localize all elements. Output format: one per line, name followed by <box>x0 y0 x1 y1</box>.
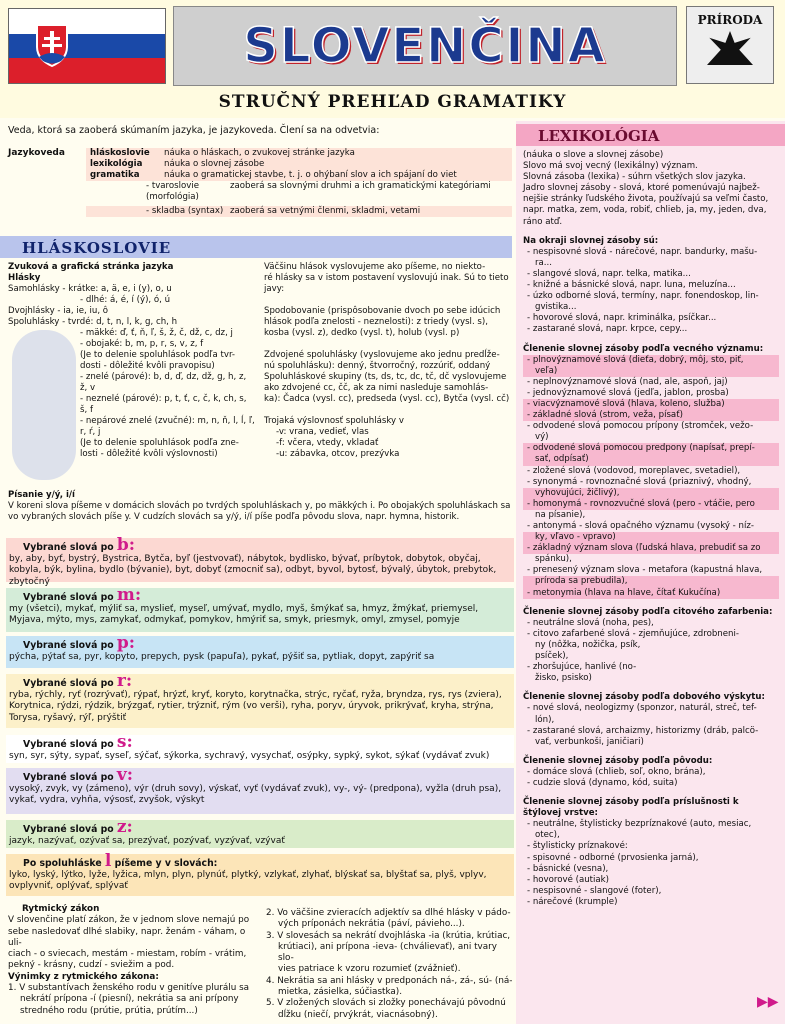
text-line: nekrátí prípona -í (piesní), nekrátia sa ani prípony <box>20 994 239 1005</box>
list-item: - odvodené slová pomocou predpony (napísať, prepí- <box>523 443 779 454</box>
section-title <box>9 851 511 871</box>
list-item: - slangové slová, napr. telka, matika... <box>527 268 691 279</box>
definition: náuka o slovnej zásobe <box>164 159 265 169</box>
text-line: nejšie stránky ľudského života, používajú sa veľmi často, <box>523 194 769 205</box>
text-line: Slovo má svoj vecný (lexikálny) význam. <box>523 161 698 172</box>
text-line: 1. V substantívach ženského rodu v genitíve plurálu sa <box>8 983 250 994</box>
text-line: Trojaká výslovnosť spoluhlásky v <box>264 416 404 426</box>
term: - tvaroslovie (morfológia) <box>146 181 200 202</box>
text-line: javy: <box>264 284 285 294</box>
text-line: V slovenčine platí zákon, že v jednom slove nemajú po <box>8 915 250 926</box>
section-label: Vybrané slová po <box>23 824 117 835</box>
text-line: Hlásky <box>8 273 41 283</box>
text-line: ž, v <box>80 383 96 393</box>
list-item: - hovorové (autiak) <box>527 874 610 885</box>
sunburst-icon <box>707 31 753 65</box>
list-item: vý) <box>535 432 549 443</box>
text-line: - neznelé (párové): p, t, ť, c, č, k, ch, s, <box>80 394 247 404</box>
text-line <box>264 339 514 350</box>
slovak-flag <box>8 8 166 84</box>
text-line: hlások podľa znelosti - neznelosti): z triedy (vysl. s), <box>264 317 488 327</box>
section-title <box>9 765 511 785</box>
section-title <box>9 585 511 605</box>
list-item: veľa) <box>523 366 779 377</box>
list-item: - synonymá - rovnoznačné slová (priaznivý, vhodný, <box>527 476 752 487</box>
jazykoveda-label: Jazykoveda <box>8 148 65 158</box>
pisanie-title: Písanie y/ý, i/í <box>8 490 76 500</box>
section-title <box>9 671 511 691</box>
list-item: lón), <box>535 714 555 725</box>
text-line: ciach - o sviecach, mestám - miestam, robím - vrátim, <box>8 949 247 960</box>
text-line: - dlhé: á, é, í (ý), ó, ú <box>80 295 171 305</box>
list-item: - jednovýznamové slová (jedľa, jablon, prosba) <box>527 387 729 398</box>
definition: náuka o gramatickej stavbe, t. j. o ohýbaní slov a ich spájaní do viet <box>164 170 457 180</box>
list-item: - homonymá - rovnozvučné slová (pero - vtáčie, pero <box>523 499 779 510</box>
vynimky-title: Výnimky z rytmického zákona: <box>8 971 159 982</box>
section-words: ryba, rýchly, ryť (rozrývať), rýpať, hrýzť, kryť, koryto, korytnačka, strýc, ryčať, ryža, bryndza, rys, rys (zviera), Korytnica, rýdzi, rýdzik, brýzgať, rytier, trýzniť, rým (vo verši), ryha, poryv, úryvok, prikrývať, kryha, strýna, Torysa, ryšavý, rýľ, prýštiť <box>9 689 502 723</box>
rytmicky-zakon <box>8 904 260 1017</box>
list-item: - zastarané slová, archaizmy, historizmy (dráb, palcö- <box>527 725 759 736</box>
list-item: - citovo zafarbené slová - zjemňujúce, zdrobneni- <box>527 628 739 639</box>
list-item: - nespisovné slová - nárečové, napr. bandurky, mašu- <box>527 246 758 257</box>
term: lexikológia <box>90 159 143 169</box>
list-item: žisko, psisko) <box>535 673 592 684</box>
text-line: dosti - dôležité kvôli pravopisu) <box>80 361 215 371</box>
hlaskoslovie-heading: HLÁSKOSLOVIE <box>0 236 512 258</box>
list-item: - cudzie slová (dynamo, kód, suita) <box>527 777 678 788</box>
jazykoveda-table <box>86 148 512 217</box>
section-title <box>9 817 511 837</box>
pisanie-text: V koreni slova píšeme v domácich slovách po tvrdých spoluhláskach y, po mäkkých i. Po obojakých spoluhláskach sa vo vybraných slovách píše y. V cudzích slovách sa y/ý, i/í píše podľa pôvodu slova, napr. hymna, historik. <box>8 501 511 522</box>
section-label-2: píšeme y v slovách: <box>111 858 218 869</box>
block-heading: Na okraji slovnej zásoby sú: <box>523 235 659 246</box>
text-line: -v: vrana, vedieť, vlas <box>276 427 369 437</box>
coat-of-arms-icon <box>35 23 69 67</box>
list-item: vyhovujúci, žičlivý), <box>523 488 779 499</box>
text-line: 2. Vo väčšine zvieracích adjektív sa dlhé hlásky v pádo- <box>266 908 511 918</box>
vybrane-section <box>6 633 514 668</box>
lexikologia-content <box>523 150 779 908</box>
block-heading: Členenie slovnej zásoby podľa dobového výskytu: <box>523 692 765 703</box>
text-line: kosba (vysl. z), dedko (vysl. t), holub (vysl. p) <box>264 328 460 338</box>
list-item: ny (nôžka, nožička, psík, <box>535 639 641 650</box>
vynimky-list <box>8 983 260 1017</box>
section-label: Vybrané slová po <box>23 640 117 651</box>
text-line: - nepárové znelé (zvučné): m, n, ň, l, ĺ, ľ, <box>80 416 255 426</box>
list-item: - základný význam slova (ľudská hlava, prebudiť sa zo <box>523 543 779 554</box>
section-title <box>9 535 511 555</box>
table-row <box>86 159 512 170</box>
text-line: (Je to delenie spoluhlások podľa zne- <box>80 438 239 448</box>
section-title <box>9 633 511 653</box>
list-item: vať, verbunkoši, janičiari) <box>535 736 644 747</box>
section-words: vysoký, zvyk, vy (zámeno), výr (druh sovy), výskať, vyť (vydávať zvuk), vy-, vý- (predpona), vyžla (druh psa), vykať, vydra, vyhňa, výsosť, zvyšok, výskyt <box>9 783 502 806</box>
list-item: sať, odpísať) <box>523 454 779 465</box>
list-item: - odvodené slová pomocou prípony (stromček, vežo- <box>527 421 754 432</box>
subtitle: STRUČNÝ PREHĽAD GRAMATIKY <box>218 92 567 112</box>
text-line: Samohlásky - krátke: a, ä, e, i (y), o, u <box>8 284 172 294</box>
publisher-logo <box>686 6 774 84</box>
text-line: Slovná zásoba (lexika) - súhrn všetkých slov jazyka. <box>523 172 746 183</box>
next-page-arrow-icon[interactable]: ▶▶ <box>757 994 779 1010</box>
section-words: syn, syr, sýty, sypať, syseľ, sýčať, sýkorka, sychravý, vysychať, osýpky, sypký, sykot, sýkať (vydávať zvuk) <box>9 750 490 761</box>
page-title: SLOVENČINA <box>243 18 607 74</box>
section-label: Vybrané slová po <box>23 772 117 783</box>
list-item: príroda sa prebudila), <box>523 576 779 587</box>
text-line: stredného rodu (prútie, prútia, prútím...) <box>20 1005 198 1016</box>
list-item: - základné slová (strom, veža, písať) <box>523 410 779 421</box>
title-banner <box>173 6 677 86</box>
section-letter: v: <box>116 765 134 785</box>
text-line: -u: zábavka, otcov, prezývka <box>276 449 400 459</box>
text-line: 3. V slovesách sa nekrátí dvojhláska -ia (krútia, krútiac, <box>266 930 511 941</box>
text-line: Spoluhlásky - tvrdé: d, t, n, l, k, g, ch, h <box>8 317 178 327</box>
text-line: Zvuková a grafická stránka jazyka <box>8 262 174 272</box>
text-line: r, ŕ, j <box>80 427 101 437</box>
list-item: - úzko odborné slová, termíny, napr. fonendoskop, lin- <box>527 291 759 302</box>
text-line: š, f <box>80 405 93 415</box>
text-line: ráno atď. <box>523 216 563 227</box>
table-row <box>86 148 512 159</box>
text-line: Zdvojené spoluhlásky (vyslovujeme ako jednu predĺže- <box>264 350 500 360</box>
section-label: Vybrané slová po <box>23 542 117 553</box>
vynimky-continued <box>266 908 514 1021</box>
text-line: napr. matka, zem, voda, robiť, chlieb, ja, my, jeden, dva, <box>523 205 767 216</box>
text-line: Dvojhlásky - ia, ie, iu, ô <box>8 306 109 316</box>
text-line: (Je to delenie spoluhlások podľa tvr- <box>80 350 236 360</box>
hlaskoslovie-right <box>264 262 514 460</box>
section-words: lyko, lyský, lýtko, lyže, lyžica, mlyn, plyn, plynúť, plytký, vzlykať, zlyhať, blýskať sa, blyštať sa, plyš, vplyv, ovplyvniť, oplývať, splývať <box>9 869 487 892</box>
list-item: - hovorové slová, napr. kriminálka, psíčkar... <box>527 313 717 324</box>
list-item: - prenesený význam slova - metafora (kapustná hlava, <box>527 565 763 576</box>
vybrane-section <box>6 585 514 632</box>
list-item: - neutrálne, štylisticky bezpríznakové (auto, mesiac, <box>527 819 752 830</box>
table-row <box>86 170 512 181</box>
list-item: - domáce slová (chlieb, soľ, okno, brána), <box>527 766 706 777</box>
text-line: ako zdvojené cc, čč, ak za nimi nasleduje samohlás- <box>264 383 489 393</box>
list-item: otec), <box>535 830 560 841</box>
block-heading: Členenie slovnej zásoby podľa citového zafarbenia: <box>523 606 773 617</box>
section-label: Po spoluhláske <box>23 858 105 869</box>
text-line: ré hlásky sa v istom postavení vyslovujú inak. Sú to tieto <box>264 273 509 283</box>
text-line: mietka, zásielka, súčiastka). <box>278 987 403 998</box>
lexikologia-heading: LEXIKOLÓGIA <box>516 124 785 146</box>
list-item: gvistika... <box>535 302 577 313</box>
text-line: Spodobovanie (prispôsobovanie dvoch po sebe idúcich <box>264 306 501 316</box>
section-label: Vybrané slová po <box>23 592 117 603</box>
section-label: Vybrané slová po <box>23 739 117 750</box>
list-item: - antonymá - slová opačného významu (vysoký - níz- <box>527 521 754 531</box>
table-row <box>86 206 512 217</box>
section-letter: m: <box>116 585 142 605</box>
section-label: Vybrané slová po <box>23 678 117 689</box>
list-item: - neplnovýznamové slová (nad, ale, aspoň, jaj) <box>527 376 728 387</box>
vybrane-section <box>6 732 514 763</box>
section-words: by, aby, byť, bystrý, Bystrica, Bytča, byľ (jestvovať), nábytok, bydlisko, bývať, príbytok, dobytok, obyčaj, kobyla, býk, bylina, bydlo (bývanie), byt, dobyť (zmocniť sa), odbyt, byvol, bytosť, bývalý, úbytok, prebytok, zbytočný <box>9 553 497 587</box>
text-line: krútiaci), ani prípona -ieva- (chválievať), ani tvary slo- <box>278 941 497 964</box>
pisanie-block <box>8 490 514 523</box>
section-letter: r: <box>116 671 133 691</box>
hlaskoslovie-left <box>8 262 258 460</box>
section-title <box>9 732 511 752</box>
section-words: pýcha, pýtať sa, pyr, kopyto, prepych, pysk (papuľa), pykať, pýšiť sa, pytliak, dopyt, zapýriť sa <box>9 651 435 662</box>
text-line: - znelé (párové): b, d, ď, dz, dž, g, h, z, <box>80 372 247 382</box>
text-line: sebe nasledovať dlhé slabiky, napr. ženám - váham, o uli- <box>8 926 246 948</box>
text-line <box>264 405 514 416</box>
text-line: vies patriace k vzoru rozumieť (zvážnieť). <box>278 964 461 975</box>
list-item: - viacvýznamové slová (hlava, koleno, služba) <box>523 399 779 410</box>
text-line: 5. V zložených slovách si zložky ponechávajú pôvodnú <box>266 998 506 1009</box>
list-item: - zhoršujúce, hanlivé (no- <box>527 662 637 673</box>
list-item: psíček), <box>535 651 569 662</box>
text-line: -f: včera, vtedy, vkladať <box>276 438 379 448</box>
section-letter: s: <box>116 732 133 752</box>
block-heading: Členenie slovnej zásoby podľa príslušnosti k štýlovej vrstve: <box>523 797 739 819</box>
list-item: - básnické (vesna), <box>527 863 609 874</box>
list-item: - nové slová, neologizmy (sponzor, naturál, streč, tef- <box>527 703 757 714</box>
text-line: Jadro slovnej zásoby - slová, ktoré pomenúvajú najbež- <box>523 183 760 194</box>
list-item: spánku), <box>535 554 572 565</box>
text-line: losti - dôležité kvôli výslovnosti) <box>80 449 218 459</box>
rytmicky-title: Rytmický zákon <box>22 904 100 914</box>
vybrane-section <box>6 817 514 848</box>
list-item: - nespisovné - slangové (foter), <box>527 885 662 896</box>
list-item: - zložené slová (vodovod, moreplavec, svetadiel), <box>527 465 741 476</box>
list-item: - štylisticky príznakové: <box>527 841 628 852</box>
list-item: - neutrálne slová (noha, pes), <box>527 617 654 628</box>
vybrane-section <box>6 765 514 814</box>
section-letter: l <box>104 851 112 871</box>
text-line <box>264 295 514 306</box>
text-line: Spoluhláskové skupiny (ts, ds, tc, dc, tč, dč vyslovujeme <box>264 372 507 382</box>
list-item: - zastarané slová, napr. krpce, cepy... <box>527 324 688 335</box>
block-heading: Členenie slovnej zásoby podľa pôvodu: <box>523 755 713 766</box>
text-line: - mäkké: ď, ť, ň, ľ, š, ž, č, dž, c, dz, j <box>80 328 233 338</box>
vybrane-section <box>6 535 514 587</box>
term: gramatika <box>90 170 140 180</box>
term: hláskoslovie <box>90 148 150 158</box>
term: - skladba (syntax) <box>146 206 224 216</box>
text-line: (náuka o slove a slovnej zásobe) <box>523 150 664 160</box>
list-item: - knižné a básnické slová, napr. luna, meluzína... <box>527 280 736 291</box>
section-letter: p: <box>116 633 136 653</box>
text-line: vých príponách nekrátia (páví, pávieho...). <box>278 919 465 930</box>
text-line: 4. Nekrátia sa ani hlásky v predponách ná-, zá-, sú- (ná- <box>266 975 513 986</box>
section-letter: z: <box>116 817 133 837</box>
definition: zaoberá sa slovnými druhmi a ich gramatickými kategóriami <box>230 181 491 191</box>
list-item: - metonymia (hlava na hlave, čítať Kukučína) <box>523 588 779 599</box>
definition: náuka o hláskach, o zvukovej stránke jazyka <box>164 148 355 158</box>
list-item: ra... <box>535 257 552 268</box>
list-item: - plnovýznamové slová (dieťa, dobrý, môj, sto, piť, <box>523 355 779 366</box>
list-item: - nárečové (krumple) <box>527 896 618 907</box>
section-letter: b: <box>116 535 136 555</box>
rytmicky-text <box>8 915 260 971</box>
list-item: na písanie), <box>535 509 586 520</box>
table-row <box>86 181 512 203</box>
text-line: dĺžku (niečí, prvýkrát, viacnásobný). <box>278 1009 438 1020</box>
section-words: jazyk, nazývať, ozývať sa, prezývať, pozývať, vyzývať, vzývať <box>9 835 285 846</box>
text-line: ka): Čadca (vysl. cc), predseda (vysl. cc), Bytča (vysl. cč) <box>264 394 510 404</box>
intro-text: Veda, ktorá sa zaoberá skúmaním jazyka, je jazykoveda. Člení sa na odvetvia: <box>8 125 380 136</box>
text-line: nú spoluhlásku): denný, štvorročný, rozzúriť, oddaný <box>264 361 491 371</box>
vybrane-section <box>6 671 514 728</box>
list-item: ky, vľavo - vpravo) <box>523 532 779 543</box>
publisher-name: PRÍRODA <box>697 13 763 27</box>
definition: zaoberá sa vetnými členmi, skladmi, vetami <box>230 206 421 216</box>
section-words: my (všetci), mykať, mýliť sa, myslieť, myseľ, umývať, mydlo, myš, šmýkať sa, hmyz, žmýkať, priemysel, Myjava, mýto, mys, zamykať, odmykať, pomykov, hmýriť sa, smyk, priesmyk, omyl, zmysel, pomyje <box>9 603 479 626</box>
block-heading: Členenie slovnej zásoby podľa vecného významu: <box>523 343 764 354</box>
list-item: - spisovné - odborné (prvosienka jarná), <box>527 852 699 863</box>
text-line: - obojaké: b, m, p, r, s, v, z, f <box>80 339 204 349</box>
text-line: pekný - krásny, cudzí - sviežim a pod. <box>8 960 175 971</box>
vybrane-section <box>6 851 514 896</box>
text-line: Väčšinu hlások vyslovujeme ako píšeme, no niekto- <box>264 262 486 272</box>
